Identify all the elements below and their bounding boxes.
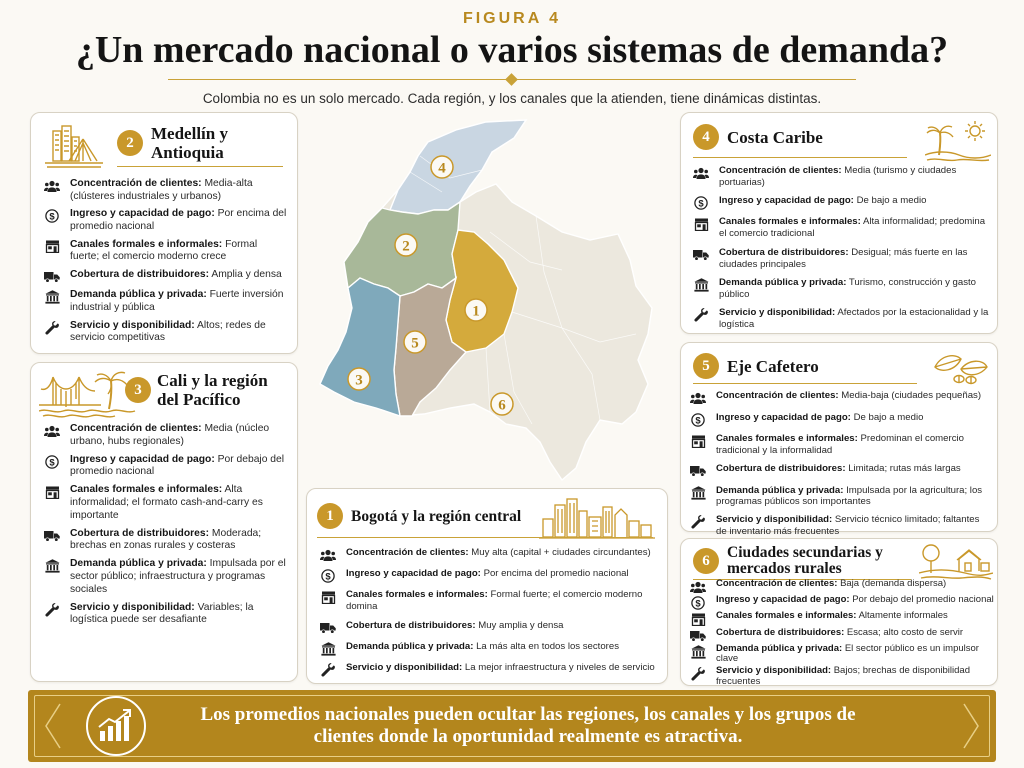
attribute-value: Media-baja (ciudades pequeñas): [841, 390, 982, 401]
bank-icon: [693, 278, 709, 292]
attribute-row: [44, 178, 288, 203]
wrench-icon: [690, 515, 706, 529]
attribute-label: Ingreso y capacidad de pago:: [716, 594, 850, 606]
attribute-row: [693, 247, 993, 271]
attribute-row: [690, 463, 992, 478]
attribute-text: [70, 484, 288, 522]
attribute-label: Servicio y disponibilidad:: [716, 514, 833, 526]
attribute-value: Predominan el comercio tradicional y la informalidad: [716, 433, 964, 456]
truck-icon: [44, 270, 60, 284]
dollar-icon: [693, 196, 709, 210]
attribute-row: [693, 307, 993, 331]
title-divider-diamond: [505, 73, 518, 86]
region-number-badge: 3: [125, 377, 151, 403]
attribute-text: [70, 208, 288, 233]
region-name: Ciudades secundarias y mercados rurales: [727, 544, 883, 577]
attribute-row: [320, 568, 665, 583]
dollar-icon: [690, 596, 706, 610]
attribute-row: [44, 320, 288, 345]
attribute-text: [719, 247, 993, 271]
region-attributes: [690, 390, 992, 538]
svg-text:$: $: [695, 598, 701, 610]
attribute-label: Canales formales e informales:: [70, 238, 223, 250]
truck-icon: [690, 629, 706, 643]
wrench-icon: [44, 321, 60, 335]
dollar-icon: [44, 209, 60, 223]
page-title: ¿Un mercado nacional o varios sistemas de demanda?: [75, 29, 949, 71]
attribute-value: Muy alta (capital + ciudades circundantes): [471, 547, 651, 558]
map-marker-6: 6: [498, 397, 506, 414]
people-icon: [690, 580, 706, 594]
wrench-icon: [690, 667, 706, 681]
attribute-row: [693, 195, 993, 210]
attribute-label: Servicio y disponibilidad:: [716, 665, 832, 677]
attribute-row: [320, 620, 665, 635]
figure-label: FIGURA 4: [462, 10, 562, 27]
attribute-value: Alta informalidad; predomina el comercio tradicional: [719, 216, 986, 240]
attribute-label: Servicio y disponibilidad:: [346, 661, 463, 673]
attribute-label: Canales formales e informales:: [719, 216, 861, 228]
map-marker-1: 1: [472, 303, 480, 320]
palm-sun-icon: [925, 119, 991, 163]
farmhouse-icon: [919, 541, 993, 583]
attribute-label: Concentración de clientes:: [716, 578, 838, 589]
attribute-row: [44, 289, 288, 314]
map-svg: [300, 112, 680, 492]
map-marker-5: 5: [411, 335, 419, 352]
truck-icon: [690, 464, 706, 478]
attribute-value: Moderada; brechas en zonas rurales y costeras: [70, 527, 262, 552]
store-icon: [693, 217, 709, 231]
attribute-value: Impulsada por la agricultura; los programas públicos son importantes: [716, 484, 983, 508]
region-name: Cali y la región del Pacífico: [157, 371, 268, 409]
attribute-text: [719, 165, 993, 189]
attribute-text: [716, 644, 994, 665]
attribute-value: Servicio técnico limitado; faltantes de inventario más frecuentes: [716, 514, 980, 537]
attribute-value: Limitada; rutas más largas: [848, 462, 961, 474]
region-attributes: [320, 547, 665, 677]
map-marker-2: 2: [402, 238, 410, 255]
wrench-icon: [44, 603, 60, 617]
attribute-label: Cobertura de distribuidores:: [70, 269, 210, 281]
map-marker-3: 3: [355, 372, 363, 389]
attribute-row: [320, 589, 665, 613]
attribute-text: [716, 463, 961, 475]
attribute-text: [716, 514, 992, 537]
region-card-costa-caribe: [680, 112, 998, 334]
region-card-eje-cafetero: [680, 342, 998, 537]
banner-right-chevron: [956, 690, 986, 762]
attribute-row: [690, 595, 994, 610]
svg-text:$: $: [325, 571, 331, 583]
attribute-text: [719, 307, 993, 331]
store-icon: [320, 590, 336, 604]
attribute-text: [70, 602, 288, 627]
region-attributes: [44, 178, 288, 345]
attribute-row: [44, 239, 288, 264]
attribute-label: Demanda pública y privada:: [70, 558, 207, 570]
attribute-value: Amplia y densa: [211, 269, 282, 281]
attribute-label: Cobertura de distribuidores:: [716, 462, 846, 474]
attribute-label: Demanda pública y privada:: [346, 640, 474, 652]
attribute-label: Cobertura de distribuidores:: [719, 246, 849, 258]
attribute-label: Concentración de clientes:: [70, 423, 202, 434]
attribute-text: [70, 320, 288, 345]
svg-text:$: $: [49, 457, 55, 469]
region-number-badge: 2: [117, 130, 143, 156]
growth-chart-icon: [86, 696, 146, 756]
attribute-label: Servicio y disponibilidad:: [70, 601, 195, 613]
attribute-text: [70, 178, 288, 203]
attribute-row: [320, 662, 665, 677]
attribute-text: [719, 216, 993, 240]
region-attributes: [690, 579, 994, 688]
attribute-row: [44, 269, 288, 284]
region-name: Medellín y Antioquia: [151, 124, 228, 162]
attribute-row: [320, 641, 665, 656]
dollar-icon: [44, 455, 60, 469]
attribute-text: [346, 662, 655, 674]
attribute-text: [716, 595, 994, 606]
attribute-label: Concentración de clientes:: [719, 165, 842, 176]
truck-icon: [44, 529, 60, 543]
attribute-row: [690, 644, 994, 665]
attribute-text: [716, 390, 981, 402]
attribute-text: [346, 641, 619, 653]
attribute-row: [44, 528, 288, 553]
attribute-label: Ingreso y capacidad de pago:: [70, 208, 215, 220]
attribute-value: Altos; redes de servicio competitivas: [70, 319, 266, 344]
bank-icon: [44, 290, 60, 304]
store-icon: [690, 434, 706, 448]
attribute-row: [693, 216, 993, 240]
people-icon: [44, 179, 60, 193]
region-divider: [693, 383, 917, 384]
truck-icon: [320, 621, 336, 635]
bridge-palm-icon: [39, 369, 137, 419]
skyline-icon: [539, 495, 655, 541]
attribute-value: Variables; la logística puede ser desafiante: [70, 601, 254, 626]
attribute-row: [690, 485, 992, 508]
conclusion-banner: [28, 690, 996, 762]
region-attributes: [44, 423, 288, 627]
attribute-value: La más alta en todos los sectores: [476, 640, 620, 652]
attribute-text: [346, 547, 651, 559]
attribute-row: [320, 547, 665, 562]
attribute-value: Escasa; alto costo de servir: [846, 626, 964, 638]
attribute-row: [44, 602, 288, 627]
attribute-value: Muy amplia y densa: [478, 619, 564, 631]
attribute-label: Demanda pública y privada:: [716, 484, 844, 496]
attribute-value: La mejor infraestructura y niveles de servicio: [464, 661, 655, 673]
attribute-value: De bajo a medio: [853, 411, 924, 423]
region-card-cali: [30, 362, 298, 682]
store-icon: [690, 612, 706, 626]
attribute-row: [693, 165, 993, 189]
attribute-label: Cobertura de distribuidores:: [70, 527, 210, 539]
attribute-text: [716, 611, 948, 622]
region-number-badge: 6: [693, 548, 719, 574]
attribute-value: Turismo, construcción y gasto público: [719, 276, 976, 300]
attribute-label: Demanda pública y privada:: [70, 289, 207, 301]
region-number-badge: 1: [317, 503, 343, 529]
attribute-label: Demanda pública y privada:: [716, 642, 843, 654]
attribute-value: Impulsada por el sector público; infraestructura y programas sociales: [70, 558, 286, 595]
banner-text: Los promedios nacionales pueden ocultar las regiones, los canales y los grupos de clientes donde la oportunidad realmente es atractiva.: [200, 704, 856, 747]
attribute-label: Canales formales e informales:: [346, 589, 488, 601]
attribute-text: [70, 528, 288, 553]
region-card-bogota: [306, 488, 668, 684]
attribute-text: [346, 568, 629, 580]
attribute-text: [70, 454, 288, 479]
attribute-label: Ingreso y capacidad de pago:: [719, 195, 854, 207]
attribute-value: Media-alta (clústeres industriales y urbanos): [70, 178, 253, 202]
bank-icon: [44, 559, 60, 573]
region-divider: [693, 157, 907, 158]
attribute-value: De bajo a medio: [856, 195, 927, 207]
dollar-icon: [320, 569, 336, 583]
attribute-label: Ingreso y capacidad de pago:: [70, 453, 215, 465]
region-name: Bogotá y la región central: [351, 507, 522, 525]
attribute-value: Desigual; más fuerte en las ciudades principales: [719, 246, 968, 270]
attribute-label: Canales formales e informales:: [716, 610, 857, 622]
attribute-value: Media (turismo y ciudades portuarias): [719, 165, 957, 188]
attribute-value: Por encima del promedio nacional: [483, 568, 629, 580]
bank-icon: [320, 642, 336, 656]
people-icon: [320, 548, 336, 562]
attribute-row: [44, 454, 288, 479]
attribute-value: Formal fuerte; el comercio moderno domina: [346, 589, 643, 613]
truck-icon: [693, 248, 709, 262]
people-icon: [44, 424, 60, 438]
attribute-row: [44, 423, 288, 448]
region-divider: [117, 166, 283, 167]
attribute-value: El sector público es un impulsor clave: [716, 642, 979, 665]
attribute-value: Fuerte inversión industrial y pública: [70, 289, 284, 313]
attribute-text: [719, 277, 993, 301]
region-name: Costa Caribe: [727, 127, 823, 147]
store-icon: [44, 485, 60, 499]
attribute-text: [70, 289, 288, 314]
wrench-icon: [320, 663, 336, 677]
attribute-value: Altamente informales: [858, 610, 948, 622]
coffee-leaves-icon: [931, 349, 991, 385]
attribute-row: [690, 579, 994, 594]
attribute-label: Canales formales e informales:: [70, 484, 223, 496]
attribute-row: [44, 484, 288, 522]
attribute-text: [716, 412, 923, 424]
attribute-label: Cobertura de distribuidores:: [716, 626, 845, 638]
attribute-text: [70, 269, 282, 282]
attribute-row: [690, 514, 992, 537]
attribute-text: [719, 195, 926, 207]
attribute-label: Concentración de clientes:: [346, 547, 469, 558]
attribute-value: Formal fuerte; el comercio moderno crece: [70, 238, 258, 263]
map-region-3: [320, 278, 400, 416]
attribute-value: Afectados por la estacionalidad y la logística: [719, 306, 989, 330]
page-subtitle: Colombia no es un solo mercado. Cada región, y los canales que la atienden, tiene dinámicas distintas.: [202, 91, 822, 106]
attribute-value: Alta informalidad; el formato cash-and-carry es importante: [70, 484, 263, 521]
attribute-row: [690, 433, 992, 456]
attribute-value: Baja (demanda dispersa): [840, 578, 947, 589]
attribute-label: Ingreso y capacidad de pago:: [716, 411, 851, 423]
region-number-badge: 5: [693, 353, 719, 379]
bank-icon: [690, 645, 706, 659]
store-icon: [44, 240, 60, 254]
attribute-label: Ingreso y capacidad de pago:: [346, 568, 481, 580]
wrench-icon: [693, 308, 709, 322]
attribute-text: [716, 628, 963, 639]
attribute-value: Media (núcleo urbano, hubs regionales): [70, 423, 270, 447]
attribute-text: [716, 485, 992, 508]
attribute-label: Concentración de clientes:: [716, 390, 839, 401]
attribute-row: [693, 277, 993, 301]
people-icon: [690, 391, 706, 405]
region-divider: [317, 537, 653, 538]
region-card-medellin: [30, 112, 298, 354]
region-card-ciudades-secundarias: [680, 538, 998, 686]
attribute-label: Servicio y disponibilidad:: [70, 319, 195, 331]
dollar-icon: [690, 413, 706, 427]
attribute-text: [346, 620, 564, 632]
bridge-buildings-icon: [43, 123, 105, 171]
attribute-row: [690, 628, 994, 643]
attribute-label: Concentración de clientes:: [70, 178, 202, 189]
attribute-row: [690, 611, 994, 626]
attribute-text: [70, 558, 288, 596]
attribute-row: [690, 666, 994, 687]
attribute-text: [716, 579, 946, 590]
colombia-region-map: [300, 112, 680, 492]
bank-icon: [690, 486, 706, 500]
region-attributes: [693, 165, 993, 331]
svg-text:$: $: [698, 198, 704, 210]
map-marker-4: 4: [438, 160, 446, 177]
region-name: Eje Cafetero: [727, 356, 819, 376]
attribute-value: Por debajo del promedio nacional: [852, 594, 994, 606]
attribute-value: Por debajo del promedio nacional: [70, 453, 285, 478]
banner-left-chevron: [38, 690, 68, 762]
attribute-label: Servicio y disponibilidad:: [719, 306, 836, 318]
attribute-value: Por encima del promedio nacional: [70, 208, 287, 232]
attribute-label: Cobertura de distribuidores:: [346, 619, 476, 631]
attribute-row: [690, 412, 992, 427]
attribute-text: [70, 239, 288, 264]
attribute-text: [70, 423, 288, 448]
attribute-row: [690, 390, 992, 405]
attribute-row: [44, 208, 288, 233]
svg-text:$: $: [695, 414, 701, 426]
attribute-label: Demanda pública y privada:: [719, 276, 847, 288]
attribute-label: Canales formales e informales:: [716, 433, 858, 445]
attribute-row: [44, 558, 288, 596]
attribute-value: Bajos; brechas de disponibilidad frecuentes: [716, 665, 970, 688]
attribute-text: [716, 433, 992, 456]
region-number-badge: 4: [693, 124, 719, 150]
svg-text:$: $: [49, 211, 55, 223]
people-icon: [693, 166, 709, 180]
attribute-text: [716, 666, 994, 687]
attribute-text: [346, 589, 665, 613]
